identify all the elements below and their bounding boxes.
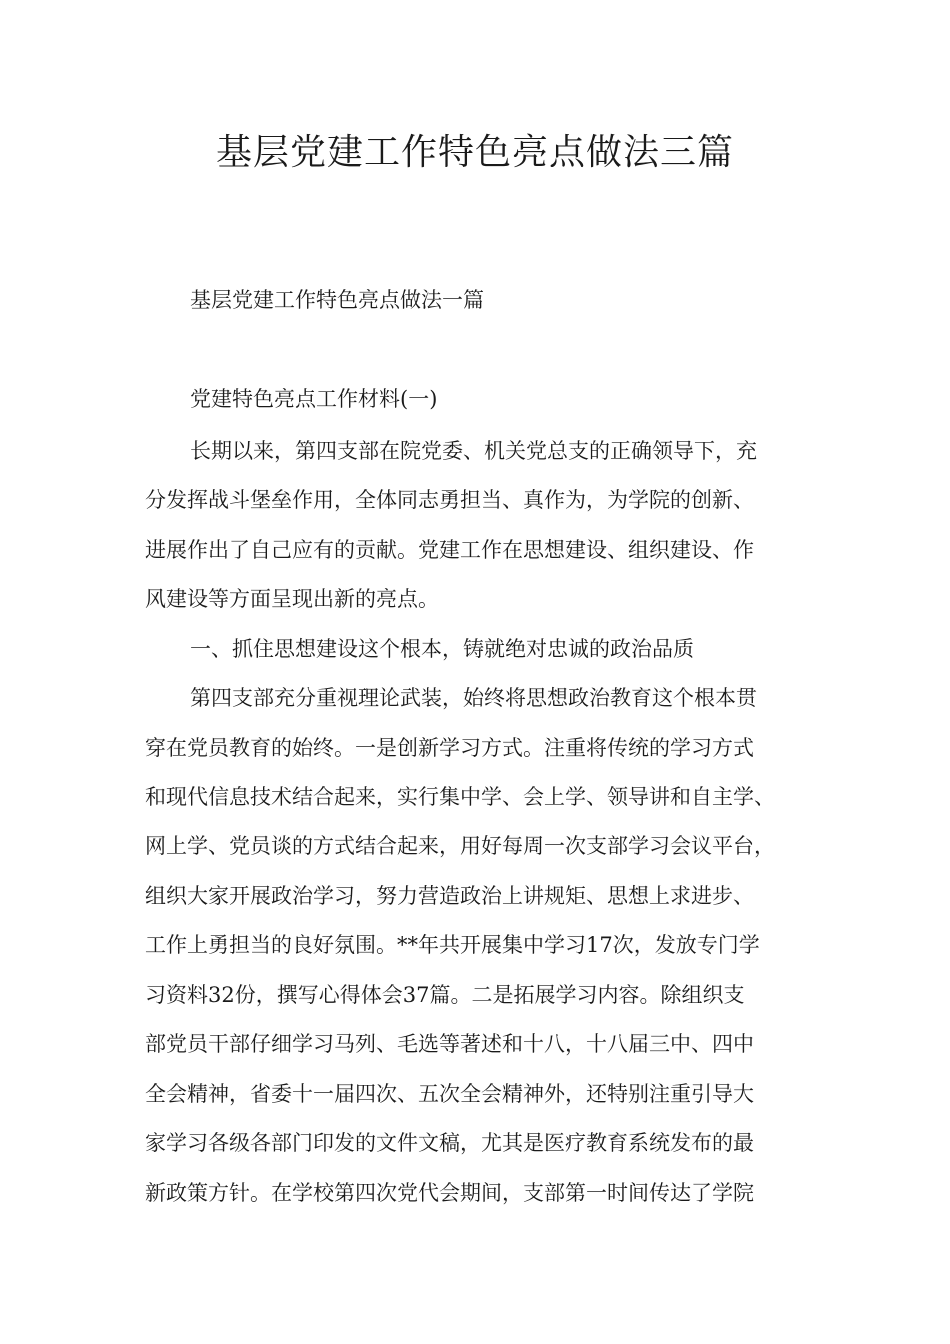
paragraph-line: 组织大家开展政治学习，努力营造政治上讲规矩、思想上求进步、 — [145, 884, 754, 908]
paragraph-line: 穿在党员教育的始终。一是创新学习方式。注重将传统的学习方式 — [145, 736, 754, 760]
paragraph-line: 分发挥战斗堡垒作用，全体同志勇担当、真作为，为学院的创新、 — [145, 488, 754, 512]
paragraph-line: 习资料32份，撰写心得体会37篇。二是拓展学习内容。除组织支 — [145, 983, 745, 1007]
material-heading: 党建特色亮点工作材料(一) — [190, 387, 438, 411]
paragraph-line: 全会精神，省委十一届四次、五次全会精神外，还特别注重引导大 — [145, 1082, 754, 1106]
paragraph-line: 部党员干部仔细学习马列、毛选等著述和十八，十八届三中、四中 — [145, 1032, 754, 1056]
paragraph-line: 家学习各级各部门印发的文件文稿，尤其是医疗教育系统发布的最 — [145, 1131, 754, 1155]
paragraph-line: 网上学、党员谈的方式结合起来，用好每周一次支部学习会议平台， — [145, 834, 775, 858]
paragraph-line: 进展作出了自己应有的贡献。党建工作在思想建设、组织建设、作 — [145, 538, 754, 562]
paragraph-line: 长期以来，第四支部在院党委、机关党总支的正确领导下，充 — [190, 439, 757, 463]
paragraph-line: 工作上勇担当的良好氛围。**年共开展集中学习17次，发放专门学 — [145, 933, 760, 957]
paragraph-line: 风建设等方面呈现出新的亮点。 — [145, 587, 439, 611]
subtitle: 基层党建工作特色亮点做法一篇 — [190, 288, 484, 312]
document-title: 基层党建工作特色亮点做法三篇 — [215, 132, 734, 173]
section-heading: 一、抓住思想建设这个根本，铸就绝对忠诚的政治品质 — [190, 637, 694, 661]
paragraph-line: 新政策方针。在学校第四次党代会期间，支部第一时间传达了学院 — [145, 1181, 754, 1205]
paragraph-line: 和现代信息技术结合起来，实行集中学、会上学、领导讲和自主学、 — [145, 785, 775, 809]
paragraph-line: 第四支部充分重视理论武装，始终将思想政治教育这个根本贯 — [190, 686, 757, 710]
